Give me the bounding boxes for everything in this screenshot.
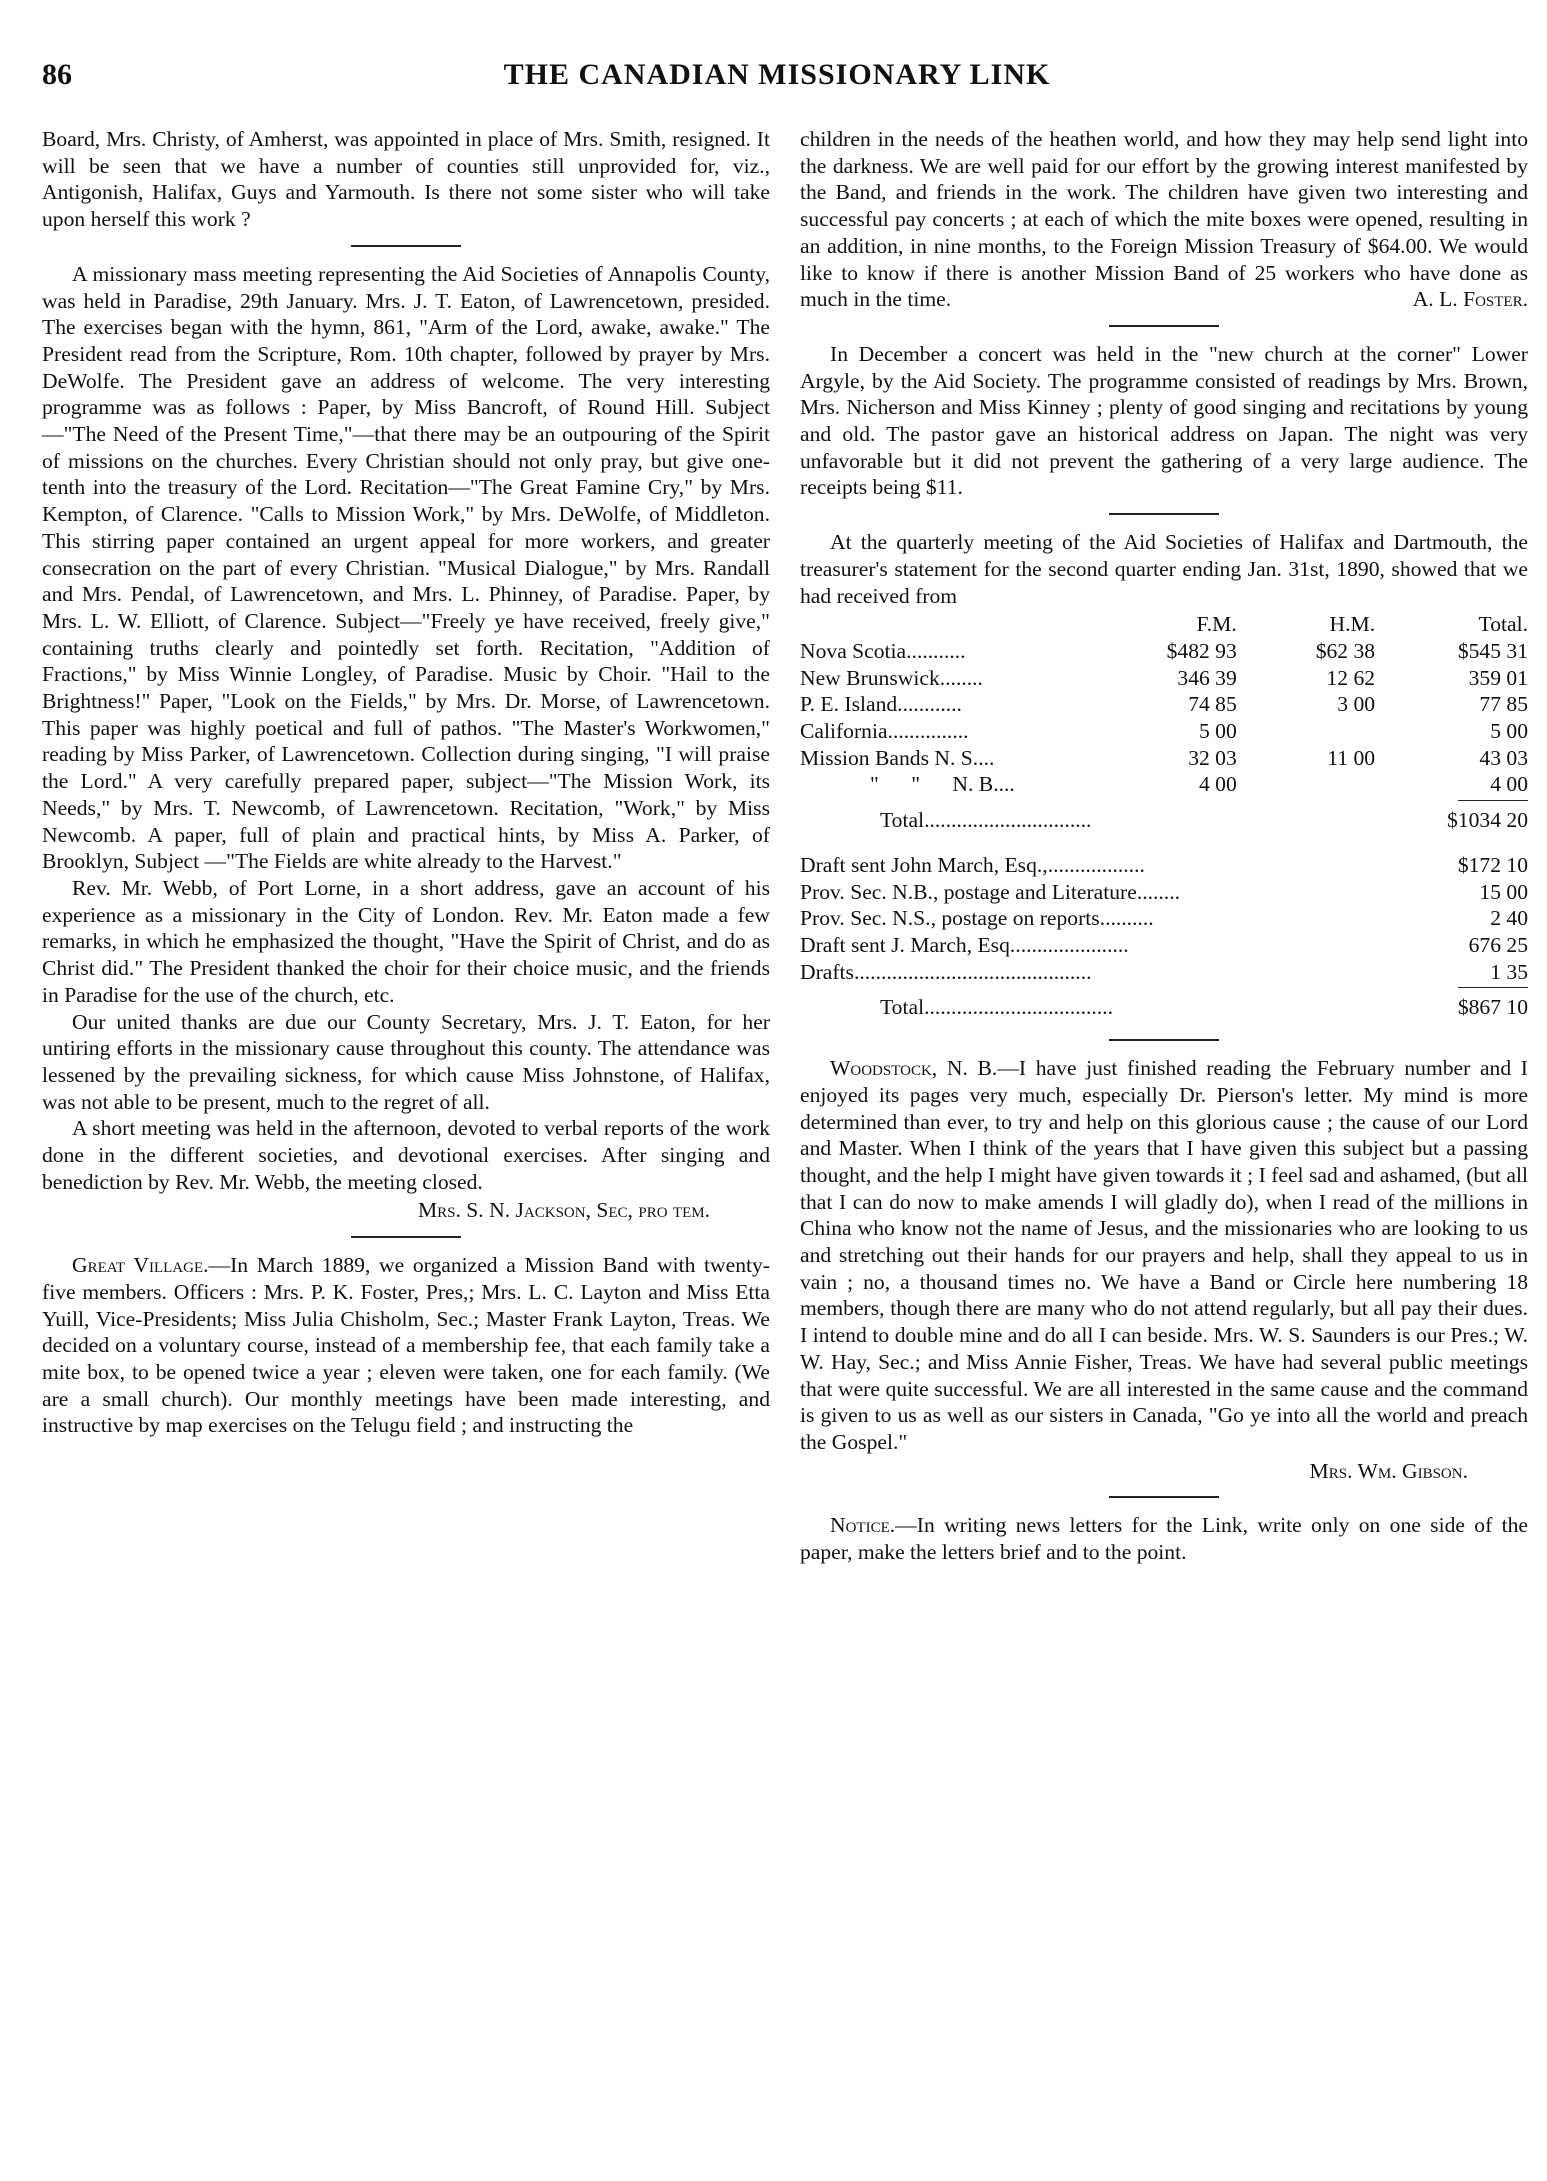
cell-hm: $62 38 (1315, 638, 1376, 663)
drafts-table (800, 852, 1528, 986)
masthead-title: THE CANADIAN MISSIONARY LINK (503, 58, 1051, 91)
row-dots: ........... (906, 638, 966, 663)
paragraph-afternoon-meeting: A short meeting was held in the afternoon, devoted to verbal reports of the work done in the different societies, and devotional exercises. After singing and benediction by Rev. Mr. Webb, the meeting closed. (42, 1116, 770, 1194)
paragraph-mass-meeting: A missionary mass meeting representing the Aid Societies of Annapolis County, was held in Paradise, 29th January. Mrs. J. T. Eaton, of Lawrencetown, presided. The exercises began with the hymn, 861, "Arm of the Lord, awake, awake." The President read from the Scripture, Rom. 10th chapter, followed by prayer by Mrs. DeWolfe. The President gave an address of welcome. The very interesting programme was as follows : Paper, by Miss Bancroft, of Round Hill. Subject—"The Need of the Present Time,"—that there may be an outpouring of the Spirit of missions on the churches. Every Christian should not only pray, but give one-tenth into the treasury of the Lord. Recitation—"The Great Famine Cry," by Mrs. Kempton, of Clarence. "Calls to Mission Work," by Mrs. DeWolfe, of Middleton. This stirring paper contained an urgent appeal for more workers, and greater consecration on the part of every Christian. "Musical Dialogue," by Mrs. Randall and Mrs. Pendal, of Lawrencetown, and Mrs. L. Phinney, of Paradise. Paper, by Mrs. L. W. Elliott, of Clarence. Subject—"Freely ye have received, freely give," containing truths clearly and pointedly set forth. Recitation, "Addition of Fractions," by Miss Winnie Longley, of Paradise. Music by Choir. "Hail to the Brightness!" Paper, "Look on the Fields," by Mrs. Dr. Morse, of Lawrencetown. This paper was highly poetical and full of pathos. "The Master's Workwomen," reading by Miss Parker, of Lawrencetown. Collection during singing, "I will praise the Lord." A very carefully prepared paper, subject—"The Mission Work, its Needs," by Mrs. T. Newcomb, of Lawrencetown. Recitation, "Work," by Miss Newcomb. A paper, full of plain and practical hints, by Miss A. Parker, of Brooklyn, Subject —"The Fields are white already to the Harvest." (42, 261, 770, 874)
paragraph-quarterly-meeting: At the quarterly meeting of the Aid Societies of Halifax and Dartmouth, the treasurer's statement for the second quarter ending Jan. 31st, 1890, showed that we had received from (800, 530, 1528, 608)
total-label: Total (880, 808, 925, 833)
table-row (800, 691, 1528, 718)
cell-total: 43 03 (1479, 745, 1528, 770)
right-column (800, 126, 1528, 1566)
row-dots: ... (978, 745, 995, 770)
row-label: Mission Bands N. S. (800, 745, 979, 770)
separator-rule (1109, 1496, 1219, 1498)
drafts-total-label: Total (880, 995, 925, 1020)
column-header-fm: F.M. (1196, 612, 1237, 637)
paragraph-great-village-text: —In March 1889, we organized a Mission Band with twenty-five members. Officers : Mrs. P. K. Foster, Pres,; Mrs. L. C. Layton and Miss Etta Yuill, Vice-Presidents; Miss Julia Chisholm, Sec.; Master Frank Layton, Treas. We decided on a voluntary course, instead of a membership fee, that each family take a mite box, to be opened twice a year ; eleven were taken, one for each family. (We are a small church). Our monthly meetings have been made interesting, and instructive by map exercises on the Telugu field ; and instructing the (42, 1253, 770, 1438)
drafts-total-row (800, 994, 1528, 1021)
table-row (800, 718, 1528, 745)
paragraph-december-concert: In December a concert was held in the "new church at the corner" Lower Argyle, by the Aid Society. The programme consisted of readings by Mrs. Brown, Mrs. Nicherson and Miss Kinney ; plenty of good singing and recitations by young and old. The pastor gave an historical address on Japan. The night was very unfavorable but it did not prevent the gathering of a very large audience. The receipts being $11. (800, 341, 1528, 500)
table-row (800, 771, 1528, 798)
draft-label: Draft sent J. March, Esq (800, 932, 1010, 957)
separator-rule (1109, 1039, 1219, 1041)
column-header-total: Total. (1478, 612, 1528, 637)
cell-hm (1237, 718, 1375, 745)
paragraph-notice (800, 1512, 1528, 1565)
draft-value: 676 25 (1468, 932, 1528, 957)
cell-fm: $482 93 (1166, 638, 1237, 663)
table-row (800, 879, 1528, 906)
draft-dots: .................. (1047, 852, 1145, 877)
cell-total: 359 01 (1468, 665, 1528, 690)
row-dots: ............... (887, 719, 969, 744)
sum-rule (1458, 800, 1528, 801)
notice-label: Notice. (830, 1513, 896, 1538)
cell-total: $545 31 (1457, 638, 1528, 663)
row-dots: ........ (939, 665, 983, 690)
draft-dots: ............................................ (853, 959, 1092, 984)
cell-fm: 32 03 (1188, 745, 1237, 770)
total-dots: ............................... (924, 808, 1092, 833)
cell-hm: 12 62 (1326, 665, 1376, 690)
running-header (42, 58, 1512, 102)
cell-fm: 5 00 (1198, 719, 1237, 744)
table-row (800, 959, 1528, 986)
cell-fm: 74 85 (1188, 692, 1237, 717)
paragraph-thanks: Our united thanks are due our County Secretary, Mrs. J. T. Eaton, for her untiring efforts in the missionary cause throughout this county. The attendance was lessened by the prevailing sickness, for which cause Miss Johnstone, of Halifax, was not able to be present, much to the regret of all. (42, 1009, 770, 1114)
paragraph-rev-webb: Rev. Mr. Webb, of Port Lorne, in a short address, gave an account of his experience as a missionary in the City of London. Rev. Mr. Eaton made a few remarks, in which he emphasized the thought, "Have the Spirit of Christ, and do as Christ did." The President thanked the choir for their choice music, and the friends in Paradise for the use of the church, etc. (42, 875, 770, 1007)
statement-total-row (800, 807, 1528, 834)
table-row (800, 638, 1528, 665)
signature-jackson: Mrs. S. N. Jackson, Sec, pro tem. (417, 1198, 710, 1223)
row-label: California (800, 719, 888, 744)
paragraph-children-text: children in the needs of the heathen world, and how they may help send light into the darkness. We are well paid for our effort by the growing interest manifested by the Band, and friends in the work. The children have given two interesting and successful pay concerts ; at each of which the mite boxes were opened, resulting in an addition, in nine months, to the Foreign Mission Treasury of $64.00. We would like to know if there is another Mission Band of 25 workers who have done as much in the time. (800, 127, 1528, 312)
draft-label: Drafts (800, 959, 854, 984)
paragraph-woodstock-text: —I have just finished reading the February number and I enjoyed its pages very much, especially Dr. Pierson's letter. My mind is more determined than ever, to try and help on this glorious cause ; the cause of our Lord and Master. When I think of the years that I have given this subject but a passing thought, and the help I might have given towards it ; I feel sad and ashamed, (but all that I can do now to make amends I will gladly do), when I read of the millions in China who know not the name of Jesus, and the missionaries who are looking to us and stretching out their hands for our prayers and help, shall they appeal to us in vain ; no, a thousand times no. We have a Band or Circle here numbering 18 members, though there are many who do not attend regularly, but all pay their dues. I intend to double mine and do all I can beside. Mrs. W. S. Saunders is our Pres.; W. W. Hay, Sec.; and Miss Annie Fisher, Treas. We have had several public meetings that were quite successful. We are all interested in the same cause and the command is given to us as well as our sisters in Canada, "Go ye into all the world and preach the Gospel." (800, 1056, 1529, 1454)
left-column (42, 126, 770, 1439)
sum-rule (1458, 987, 1528, 988)
page-number: 86 (42, 58, 72, 91)
table-row (800, 852, 1528, 879)
paragraph-children (800, 126, 1528, 313)
table-row (800, 905, 1528, 932)
cell-hm: 11 00 (1327, 745, 1376, 770)
draft-value: 1 35 (1490, 959, 1528, 984)
drafts-total-value: $867 10 (1457, 995, 1528, 1020)
row-dots: ... (998, 772, 1015, 797)
paragraph-woodstock (800, 1055, 1528, 1456)
draft-label: Prov. Sec. N.B., postage and Literature (800, 879, 1137, 904)
cell-total: 5 00 (1490, 719, 1528, 744)
cell-fm: 346 39 (1177, 665, 1237, 690)
column-header-hm: H.M. (1329, 612, 1376, 637)
cell-total: 77 85 (1479, 692, 1528, 717)
paragraph-notice-text: —In writing news letters for the Link, write only on one side of the paper, make the letters brief and to the point. (800, 1513, 1528, 1565)
row-label: New Brunswick (800, 665, 940, 690)
paragraph-great-village (42, 1252, 770, 1439)
row-dots: ............ (897, 692, 962, 717)
table-header-row (800, 611, 1528, 638)
table-row (800, 665, 1528, 692)
draft-value: 2 40 (1490, 906, 1528, 931)
cell-fm: 4 00 (1198, 772, 1237, 797)
draft-dots: .......... (1099, 906, 1154, 931)
draft-dots: ...................... (1009, 932, 1129, 957)
drafts-total-dots: ................................... (924, 995, 1114, 1020)
draft-value: $172 10 (1457, 852, 1528, 877)
paragraph-board: Board, Mrs. Christy, of Amherst, was appointed in place of Mrs. Smith, resigned. It will be seen that we have a number of counties still unprovided for, viz., Antigonish, Halifax, Guys and Yarmouth. Is there not some sister who will take upon herself this work ? (42, 127, 770, 232)
separator-rule (351, 245, 461, 247)
table-row (800, 745, 1528, 772)
dateline-great-village: Great Village. (72, 1253, 209, 1278)
draft-value: 15 00 (1479, 879, 1528, 904)
draft-label: Prov. Sec. N.S., postage on reports (800, 906, 1100, 931)
separator-rule (1109, 513, 1219, 515)
row-label: P. E. Island (800, 692, 898, 717)
cell-hm: 3 00 (1337, 692, 1376, 717)
row-label: Nova Scotia (800, 638, 907, 663)
table-row (800, 932, 1528, 959)
signature-foster: A. L. Foster. (1412, 287, 1528, 312)
separator-rule (1109, 325, 1219, 327)
cell-total: 4 00 (1490, 772, 1528, 797)
signature-gibson: Mrs. Wm. Gibson. (1309, 1458, 1468, 1483)
draft-dots: ........ (1136, 879, 1180, 904)
total-value: $1034 20 (1447, 808, 1528, 833)
separator-rule (351, 1236, 461, 1238)
treasurer-statement-table (800, 611, 1528, 798)
draft-label: Draft sent John March, Esq., (800, 852, 1048, 877)
dateline-woodstock: Woodstock, N. B. (830, 1056, 998, 1081)
cell-hm (1237, 771, 1375, 798)
row-label: " " N. B. (870, 772, 999, 797)
